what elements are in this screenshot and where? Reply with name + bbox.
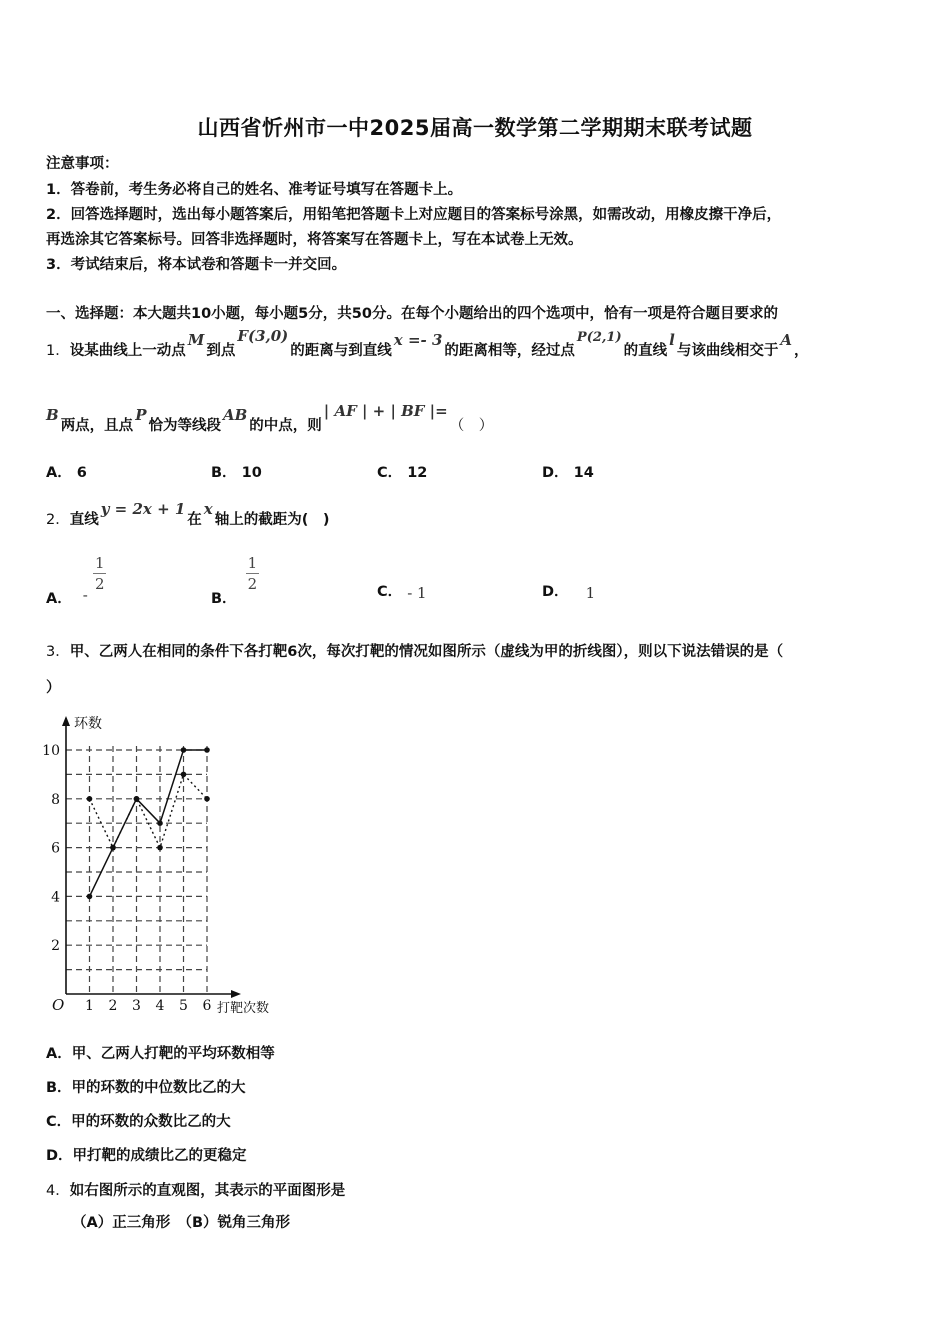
question-text: 如右图所示的直观图，其表示的平面图形是 xyxy=(69,1183,346,1199)
math-expr: l xyxy=(669,331,675,349)
question-text: 与该曲线相交于 xyxy=(676,343,779,359)
y-tick-label: 8 xyxy=(51,791,60,808)
option-c[interactable]: C． 12 xyxy=(377,465,428,481)
data-point-甲 xyxy=(157,845,163,851)
page-title: 山西省忻州市一中2025届高一数学第二学期期末联考试题 xyxy=(197,116,753,140)
math-expr: AB xyxy=(222,406,248,424)
x-tick-label: 5 xyxy=(179,998,188,1014)
question-text: 的中点，则 xyxy=(249,418,322,434)
math-expr: | AF | + | BF |= xyxy=(323,402,448,420)
question-number: 4． xyxy=(46,1183,70,1199)
data-point-甲 xyxy=(181,772,187,778)
x-tick-label: 3 xyxy=(132,998,141,1014)
question-text: 恰为等线段 xyxy=(148,418,221,434)
data-point-乙 xyxy=(181,747,187,753)
x-axis-label: 打靶次数 xyxy=(217,1001,270,1016)
question-3-line-2: ） xyxy=(46,680,61,696)
option-b[interactable]: B．甲的环数的中位数比乙的大 xyxy=(46,1080,246,1096)
data-point-乙 xyxy=(87,894,93,900)
x-axis-arrow xyxy=(231,990,241,998)
notice-item: 2．回答选择题时，选出每小题答案后，用铅笔把答题卡上对应题目的答案标号涂黑，如需改动，用橡皮擦干净后， xyxy=(46,207,782,223)
data-point-乙 xyxy=(110,845,116,851)
question-1-line-1 xyxy=(46,327,809,360)
y-tick-label: 4 xyxy=(51,889,60,906)
option-a[interactable]: A．甲、乙两人打靶的平均环数相等 xyxy=(46,1046,275,1062)
fraction: $\frac{1}{2}$ xyxy=(94,554,105,593)
math-expr: B xyxy=(46,406,59,424)
question-4-options[interactable]: （A）正三角形 （B）锐角三角形 xyxy=(72,1215,291,1231)
math-expr: y = 2x + 1 xyxy=(100,500,186,518)
option-b[interactable]: B． 10 xyxy=(211,465,262,481)
origin-label: O xyxy=(52,996,65,1014)
option-c[interactable]: C． - 1 xyxy=(377,584,427,602)
question-4 xyxy=(46,1179,345,1200)
question-1-line-2 xyxy=(46,402,494,435)
math-expr: P(2,1) xyxy=(576,330,622,345)
question-text: （ ） xyxy=(449,418,494,434)
question-text: 的直线 xyxy=(623,343,668,359)
option-d[interactable]: D．甲打靶的成绩比乙的更稳定 xyxy=(46,1148,247,1164)
fraction: $\frac{1}{2}$ xyxy=(247,554,258,593)
data-point-甲 xyxy=(204,796,210,802)
math-expr: M xyxy=(187,331,205,349)
y-axis-arrow xyxy=(62,716,70,726)
question-text: 设某曲线上一动点 xyxy=(69,343,186,359)
data-point-乙 xyxy=(134,796,140,802)
question-text: 直线 xyxy=(69,512,99,528)
y-axis-label: 环数 xyxy=(74,716,102,732)
x-tick-label: 2 xyxy=(108,998,118,1014)
question-text: 轴上的截距为( ) xyxy=(214,512,330,528)
math-expr: x xyxy=(203,500,213,518)
x-tick-label: 6 xyxy=(202,998,212,1014)
x-tick-label: 4 xyxy=(155,998,165,1014)
x-tick-label: 1 xyxy=(85,998,94,1014)
question-text: 甲、乙两人在相同的条件下各打靶6次，每次打靶的情况如图所示（虚线为甲的折线图），则以下说法错误的是（ xyxy=(69,644,784,660)
question-2 xyxy=(46,500,330,529)
option-c[interactable]: C．甲的环数的众数比乙的大 xyxy=(46,1114,231,1130)
y-tick-label: 6 xyxy=(51,840,60,857)
notice-item: 1．答卷前，考生务必将自己的姓名、准考证号填写在答题卡上。 xyxy=(46,182,463,198)
question-text: 到点 xyxy=(206,343,236,359)
notice-item: 3．考试结束后，将本试卷和答题卡一并交回。 xyxy=(46,257,347,273)
shooting-line-chart xyxy=(40,706,290,1026)
option-a[interactable]: A． 6 xyxy=(46,465,87,481)
data-point-甲 xyxy=(87,796,93,802)
question-3-line-1 xyxy=(46,640,783,661)
math-expr: A xyxy=(780,331,792,349)
data-point-乙 xyxy=(204,747,210,753)
question-text: 两点，且点 xyxy=(60,418,134,434)
question-text: 的距离相等，经过点 xyxy=(444,343,575,359)
question-number: 2． xyxy=(46,512,70,528)
option-d[interactable]: D． 14 xyxy=(542,465,594,481)
option-a[interactable]: A． - $\frac{1}{2}$ xyxy=(46,554,105,607)
data-point-乙 xyxy=(157,820,163,826)
notice-item: 再选涂其它答案标号。回答非选择题时，将答案写在答题卡上，写在本试卷上无效。 xyxy=(46,232,583,248)
option-b[interactable]: B． $\frac{1}{2}$ xyxy=(211,554,258,607)
notice-heading: 注意事项： xyxy=(46,156,119,172)
question-text: 的距离与到直线 xyxy=(290,343,392,359)
question-text: 在 xyxy=(187,512,202,528)
section-heading: 一、选择题：本大题共10小题，每小题5分，共50分。在每个小题给出的四个选项中，恰有一项是符合题目要求的 xyxy=(46,306,778,322)
y-tick-label: 2 xyxy=(51,938,60,955)
question-number: 1． xyxy=(46,343,70,359)
y-tick-label: 10 xyxy=(42,743,60,759)
math-expr: P xyxy=(135,406,147,424)
question-number: 3． xyxy=(46,644,70,660)
question-text: ， xyxy=(793,343,809,359)
option-d[interactable]: D． 1 xyxy=(542,584,596,602)
math-expr: x =- 3 xyxy=(393,331,443,349)
math-expr: F(3,0) xyxy=(237,327,289,345)
